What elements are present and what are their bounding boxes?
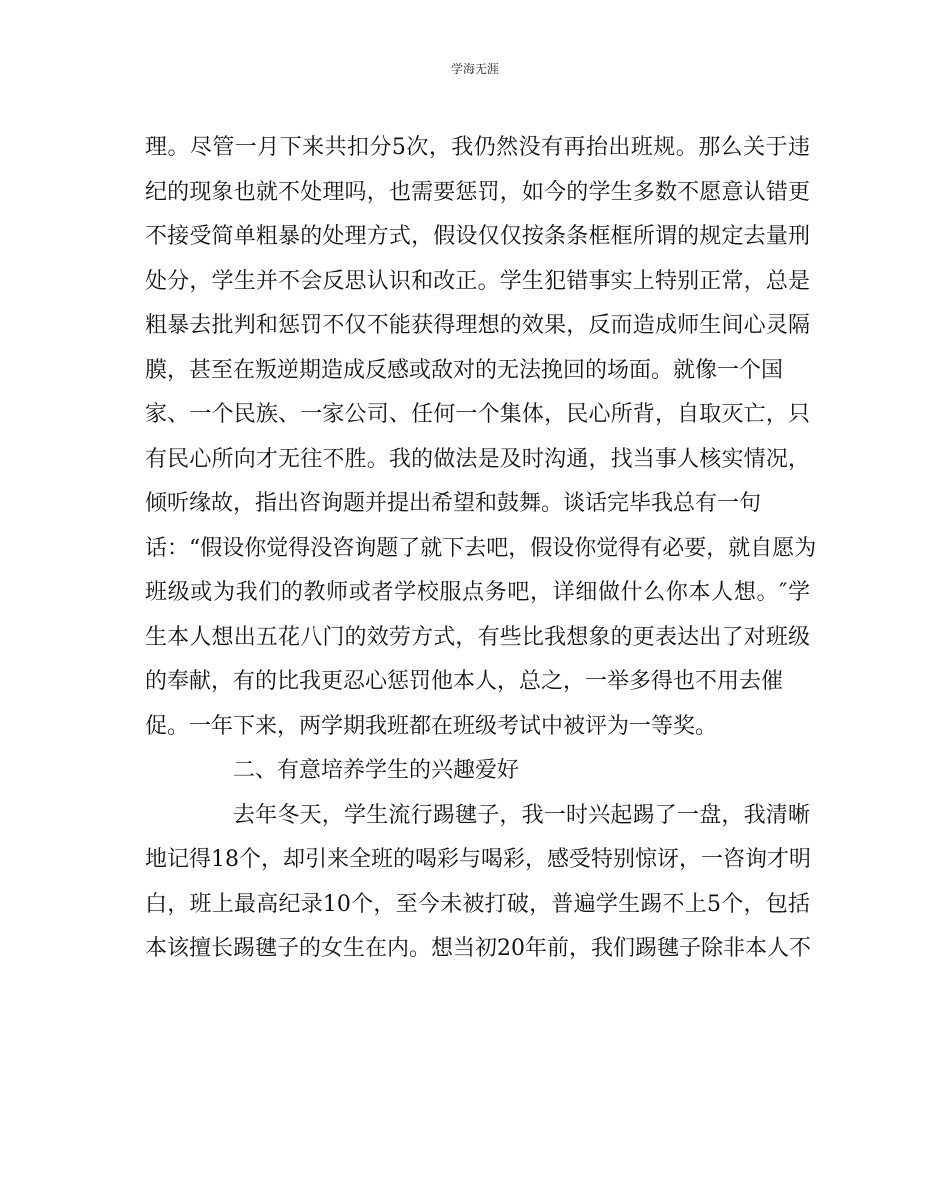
text-line: 本该擅长踢毽子的女生在内。想当初20年前，我们踢毽子除非本人不 xyxy=(145,936,811,961)
text-line: 纪的现象也就不处理吗，也需要惩罚，如今的学生多数不愿意认错更 xyxy=(145,179,810,205)
text-line: 生本人想出五花八门的效劳方式，有些比我想象的更表达出了对班级 xyxy=(145,624,810,650)
page-header: 学海无涯 xyxy=(450,62,499,76)
document-body xyxy=(145,126,817,972)
text-line: 家、一个民族、一家公司、任何一个集体，民心所背，自取灭亡，只 xyxy=(145,402,810,427)
text-line: 促。一年下来，两学期我班都在班级考试中被评为一等奖。 xyxy=(145,713,718,739)
text-line: 的奉献，有的比我更忍心惩罚他本人，总之，一举多得也不用去催 xyxy=(145,669,784,694)
text-line: 处分，学生并不会反思认识和改正。学生犯错事实上特别正常，总是 xyxy=(145,268,810,294)
text-line: 去年冬天，学生流行踢毽子，我一时兴起踢了一盘，我清晰 xyxy=(233,802,810,828)
text-line: 话：“假设你觉得没咨询题了就下去吧，假设你觉得有必要，就自愿为 xyxy=(145,535,817,561)
text-line: 地记得18个，却引来全班的喝彩与喝彩，感受特别惊讶，一咨询才明 xyxy=(145,847,811,872)
text-line: 粗暴去批判和惩罚不仅不能获得理想的效果，反而造成师生间心灵隔 xyxy=(145,313,810,338)
text-line: 理。尽管一月下来共扣分5次，我仍然没有再抬出班规。那么关于违 xyxy=(145,135,810,160)
text-line: 膜，甚至在叛逆期造成反感或敌对的无法挽回的场面。就像一个国 xyxy=(145,357,784,383)
section-heading: 二、有意培养学生的兴趣爱好 xyxy=(233,758,520,783)
text-line: 有民心所向才无往不胜。我的做法是及时沟通，找当事人核实情况， xyxy=(145,446,810,472)
text-line: 白，班上最高纪录10个，至今未被打破，普遍学生踢不上5个，包括 xyxy=(145,891,810,917)
text-line: 班级或为我们的教师或者学校服点务吧，详细做什么你本人想。″学 xyxy=(145,580,810,605)
text-line: 倾听缘故，指出咨询题并提出希望和鼓舞。谈话完毕我总有一句 xyxy=(145,491,762,516)
text-line: 不接受简单粗暴的处理方式，假设仅仅按条条框框所谓的规定去量刑 xyxy=(145,224,810,249)
